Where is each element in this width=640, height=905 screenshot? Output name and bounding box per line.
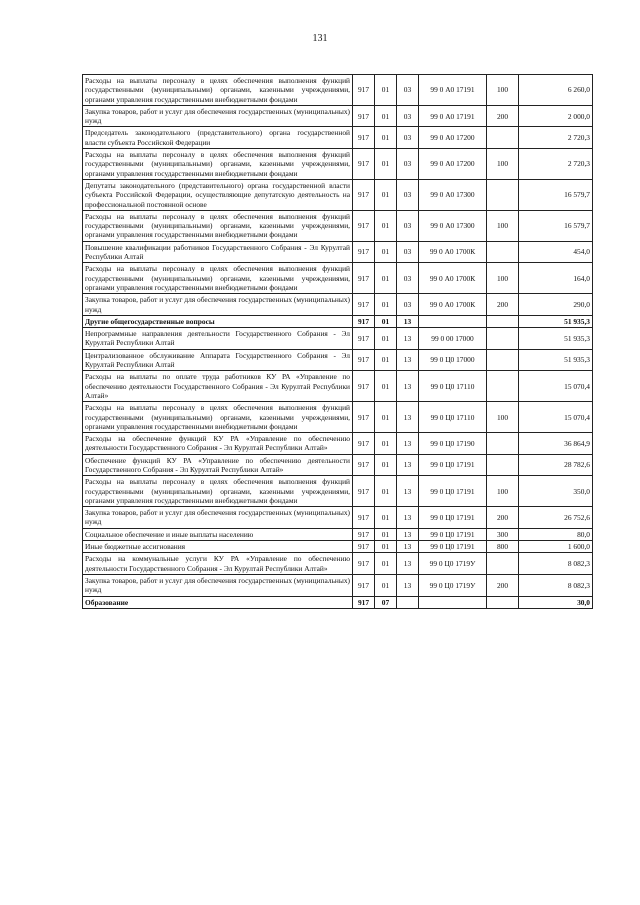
row-subsection-code: 13 [397,328,419,350]
row-expense-type: 100 [487,149,519,180]
row-expense-type [487,349,519,371]
row-ved-code: 917 [353,127,375,149]
row-subsection-code: 13 [397,402,419,433]
table-row [83,433,593,455]
row-section-code: 01 [375,574,397,596]
row-section-code: 01 [375,149,397,180]
row-name: Расходы на выплаты персоналу в целях обеспечения выполнения функций государственными (муниципальными) органами, казенными учреждениями, органами управления государственными внебюджетными фондами [83,75,353,106]
row-name: Расходы на выплаты персоналу в целях обеспечения выполнения функций государственными (муниципальными) органами, казенными учреждениями, органами управления государственными внебюджетными фондами [83,402,353,433]
row-section-code: 01 [375,402,397,433]
row-target-article: 99 0 Ц0 17191 [419,528,487,540]
row-name: Иные бюджетные ассигнования [83,541,353,553]
row-ved-code: 917 [353,454,375,476]
row-sum: 80,0 [519,528,593,540]
row-target-article: 99 0 А0 17191 [419,105,487,127]
row-ved-code: 917 [353,105,375,127]
row-target-article: 99 0 Ц0 17110 [419,402,487,433]
row-expense-type: 200 [487,105,519,127]
table-row [83,149,593,180]
row-section-code: 01 [375,507,397,529]
row-name: Расходы на коммунальные услуги КУ РА «Управление по обеспечению деятельности Государственного Собрания - Эл Курултай Республики Алтай» [83,553,353,575]
page-number: 131 [312,33,328,44]
row-sum: 16 579,7 [519,179,593,210]
row-sum: 51 935,3 [519,349,593,371]
row-target-article: 99 0 А0 17191 [419,75,487,106]
row-section-code: 01 [375,241,397,263]
row-section-code: 01 [375,179,397,210]
row-name: Закупка товаров, работ и услуг для обеспечения государственных (муниципальных) нужд [83,507,353,529]
row-section-code: 01 [375,349,397,371]
row-target-article: 99 0 Ц0 17191 [419,541,487,553]
row-sum: 30,0 [519,596,593,608]
table-row [83,241,593,263]
row-subsection-code: 13 [397,371,419,402]
row-name: Обеспечение функций КУ РА «Управление по обеспечению деятельности Государственного Собрания - Эл Курултай Республики Алтай» [83,454,353,476]
row-target-article: 99 0 Ц0 17191 [419,454,487,476]
row-expense-type [487,315,519,327]
row-sum: 454,0 [519,241,593,263]
table-row [83,476,593,507]
row-subsection-code: 13 [397,315,419,327]
row-section-code: 01 [375,263,397,294]
table-row [83,294,593,316]
row-ved-code: 917 [353,241,375,263]
row-subsection-code: 03 [397,179,419,210]
table-row [83,105,593,127]
row-section-code: 01 [375,553,397,575]
row-subsection-code: 03 [397,263,419,294]
row-subsection-code: 03 [397,127,419,149]
row-ved-code: 917 [353,596,375,608]
row-name: Расходы на выплаты персоналу в целях обеспечения выполнения функций государственными (муниципальными) органами, казенными учреждениями, органами управления государственными внебюджетными фондами [83,210,353,241]
row-expense-type [487,454,519,476]
table-row [83,127,593,149]
row-ved-code: 917 [353,528,375,540]
row-subsection-code: 13 [397,476,419,507]
table-row [83,263,593,294]
row-sum: 164,0 [519,263,593,294]
row-ved-code: 917 [353,402,375,433]
row-target-article: 99 0 А0 17200 [419,149,487,180]
row-subsection-code: 13 [397,349,419,371]
row-ved-code: 917 [353,210,375,241]
row-target-article: 99 0 Ц0 17000 [419,349,487,371]
row-expense-type [487,553,519,575]
row-expense-type [487,596,519,608]
row-name: Закупка товаров, работ и услуг для обеспечения государственных (муниципальных) нужд [83,294,353,316]
row-sum: 1 600,0 [519,541,593,553]
row-expense-type: 200 [487,574,519,596]
row-subsection-code: 13 [397,574,419,596]
row-section-code: 01 [375,105,397,127]
row-target-article: 99 0 Ц0 17191 [419,507,487,529]
row-expense-type [487,127,519,149]
row-expense-type: 300 [487,528,519,540]
row-section-code: 01 [375,315,397,327]
row-target-article: 99 0 Ц0 1719У [419,553,487,575]
row-section-code: 01 [375,328,397,350]
row-ved-code: 917 [353,149,375,180]
row-sum: 2 720,3 [519,149,593,180]
row-subsection-code [397,596,419,608]
row-ved-code: 917 [353,433,375,455]
row-sum: 16 579,7 [519,210,593,241]
row-expense-type [487,241,519,263]
row-expense-type: 100 [487,263,519,294]
row-ved-code: 917 [353,507,375,529]
row-expense-type: 100 [487,75,519,106]
row-name: Другие общегосударственные вопросы [83,315,353,327]
row-subsection-code: 13 [397,528,419,540]
row-name: Расходы на выплаты персоналу в целях обеспечения выполнения функций государственными (муниципальными) органами, казенными учреждениями, органами управления государственными внебюджетными фондами [83,476,353,507]
table-row [83,402,593,433]
table-row [83,210,593,241]
table-row [83,349,593,371]
row-ved-code: 917 [353,371,375,402]
table-row [83,507,593,529]
table-row [83,528,593,540]
row-subsection-code: 03 [397,294,419,316]
row-sum: 8 082,3 [519,553,593,575]
row-section-code: 01 [375,541,397,553]
table-row [83,574,593,596]
row-sum: 51 935,3 [519,315,593,327]
row-expense-type: 200 [487,507,519,529]
row-target-article: 99 0 А0 17300 [419,210,487,241]
row-subsection-code: 03 [397,210,419,241]
table-row [83,541,593,553]
row-sum: 15 070,4 [519,371,593,402]
row-target-article: 99 0 Ц0 1719У [419,574,487,596]
table-row [83,553,593,575]
row-section-code: 01 [375,476,397,507]
row-expense-type [487,328,519,350]
row-name: Расходы на выплаты персоналу в целях обеспечения выполнения функций государственными (муниципальными) органами, казенными учреждениями, органами управления государственными внебюджетными фондами [83,149,353,180]
row-expense-type: 100 [487,476,519,507]
row-section-code: 01 [375,371,397,402]
row-target-article: 99 0 00 17000 [419,328,487,350]
row-section-code: 01 [375,210,397,241]
row-target-article [419,315,487,327]
row-target-article: 99 0 А0 1700К [419,263,487,294]
row-subsection-code: 13 [397,553,419,575]
row-subsection-code: 13 [397,433,419,455]
row-name: Закупка товаров, работ и услуг для обеспечения государственных (муниципальных) нужд [83,574,353,596]
row-name: Расходы на выплаты по оплате труда работников КУ РА «Управление по обеспечению деятельности Государственного Собрания - Эл Курултай Республики Алтай» [83,371,353,402]
budget-table [82,74,593,609]
row-sum: 51 935,3 [519,328,593,350]
row-sum: 36 864,9 [519,433,593,455]
row-expense-type: 100 [487,402,519,433]
row-name: Закупка товаров, работ и услуг для обеспечения государственных (муниципальных) нужд [83,105,353,127]
row-subsection-code: 13 [397,507,419,529]
row-name: Централизованное обслуживание Аппарата Государственного Собрания - Эл Курултай Республики Алтай [83,349,353,371]
row-name: Социальное обеспечение и иные выплаты населению [83,528,353,540]
row-expense-type: 200 [487,294,519,316]
row-section-code: 01 [375,127,397,149]
row-ved-code: 917 [353,328,375,350]
row-name: Председатель законодательного (представительного) органа государственной власти субъекта Российской Федерации [83,127,353,149]
row-name: Депутаты законодательного (представительного) органа государственной власти субъекта Российской Федерации, осуществляющие депутатскую деятельность на профессиональной постоянной основе [83,179,353,210]
table-row [83,596,593,608]
table-row [83,454,593,476]
row-section-code: 01 [375,454,397,476]
row-ved-code: 917 [353,553,375,575]
row-sum: 6 260,0 [519,75,593,106]
row-ved-code: 917 [353,476,375,507]
table-row [83,371,593,402]
row-section-code: 01 [375,528,397,540]
row-name: Расходы на выплаты персоналу в целях обеспечения выполнения функций государственными (муниципальными) органами, казенными учреждениями, органами управления государственными внебюджетными фондами [83,263,353,294]
table-row [83,75,593,106]
row-expense-type [487,179,519,210]
table-row [83,179,593,210]
row-target-article: 99 0 А0 17200 [419,127,487,149]
row-section-code: 01 [375,294,397,316]
table-row [83,328,593,350]
row-ved-code: 917 [353,263,375,294]
row-target-article [419,596,487,608]
row-ved-code: 917 [353,294,375,316]
row-section-code: 01 [375,433,397,455]
row-ved-code: 917 [353,315,375,327]
row-sum: 2 000,0 [519,105,593,127]
row-subsection-code: 03 [397,241,419,263]
row-ved-code: 917 [353,574,375,596]
row-expense-type [487,433,519,455]
row-ved-code: 917 [353,75,375,106]
row-expense-type [487,371,519,402]
row-sum: 26 752,6 [519,507,593,529]
row-sum: 8 082,3 [519,574,593,596]
row-ved-code: 917 [353,179,375,210]
row-section-code: 07 [375,596,397,608]
row-sum: 2 720,3 [519,127,593,149]
row-sum: 28 782,6 [519,454,593,476]
row-target-article: 99 0 А0 1700К [419,294,487,316]
row-name: Повышение квалификации работников Государственного Собрания - Эл Курултай Республики Алтай [83,241,353,263]
row-name: Расходы на обеспечение функций КУ РА «Управление по обеспечению деятельности Государственного Собрания - Эл Курултай Республики Алтай» [83,433,353,455]
row-target-article: 99 0 А0 17300 [419,179,487,210]
row-name: Образование [83,596,353,608]
row-target-article: 99 0 Ц0 17110 [419,371,487,402]
row-expense-type: 100 [487,210,519,241]
row-sum: 15 070,4 [519,402,593,433]
row-subsection-code: 13 [397,454,419,476]
row-subsection-code: 03 [397,149,419,180]
row-ved-code: 917 [353,349,375,371]
row-name: Непрограммные направления деятельности Государственного Собрания - Эл Курултай Республики Алтай [83,328,353,350]
row-subsection-code: 03 [397,105,419,127]
row-subsection-code: 03 [397,75,419,106]
row-target-article: 99 0 Ц0 17190 [419,433,487,455]
row-sum: 350,0 [519,476,593,507]
budget-table-body [83,75,593,609]
row-expense-type: 800 [487,541,519,553]
row-sum: 290,0 [519,294,593,316]
table-row [83,315,593,327]
row-subsection-code: 13 [397,541,419,553]
row-section-code: 01 [375,75,397,106]
row-target-article: 99 0 Ц0 17191 [419,476,487,507]
row-ved-code: 917 [353,541,375,553]
row-target-article: 99 0 А0 1700К [419,241,487,263]
